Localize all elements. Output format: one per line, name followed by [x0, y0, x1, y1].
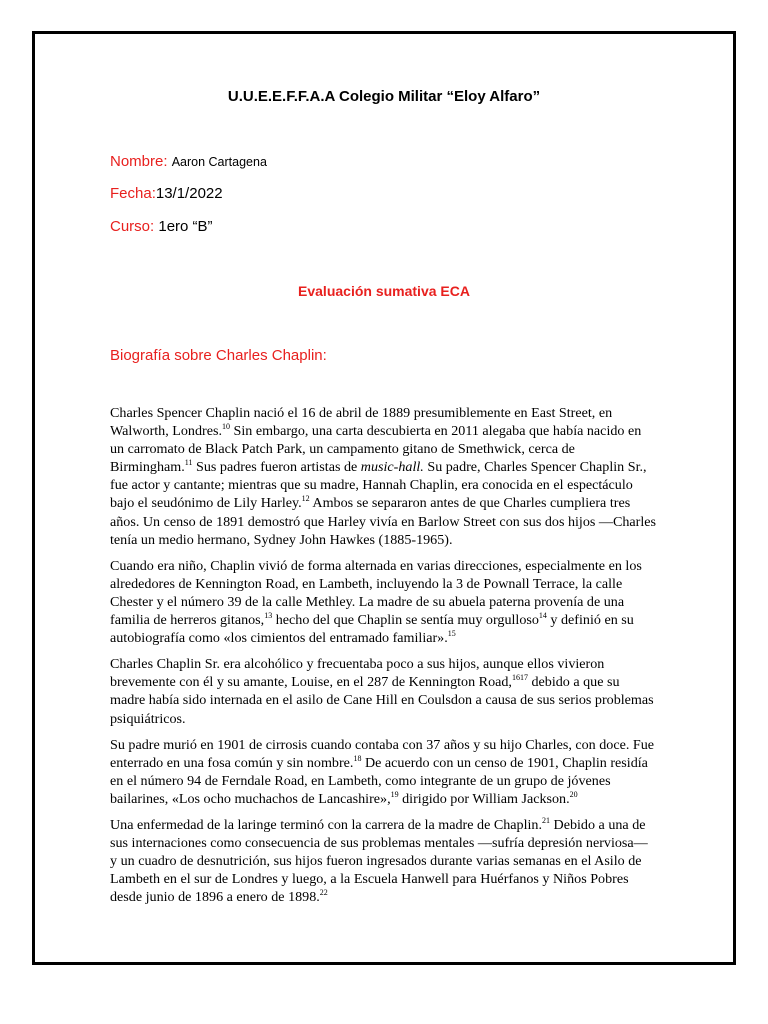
course-field [110, 218, 213, 235]
footnote-ref: 12 [301, 494, 310, 504]
footnote-ref: 1617 [511, 673, 528, 683]
footnote-ref: 21 [542, 815, 550, 825]
footnote-ref: 20 [569, 789, 578, 799]
evaluation-title: Evaluación sumativa ECA [298, 283, 470, 299]
biography-heading: Biografía sobre Charles Chaplin: [110, 347, 327, 364]
footnote-ref: 19 [390, 789, 399, 799]
date-label: Fecha: [110, 185, 156, 202]
course-label: Curso: [110, 218, 155, 235]
name-value: Aaron Cartagena [171, 155, 267, 169]
footnote-ref: 13 [264, 611, 273, 621]
course-value: 1ero “B” [158, 218, 213, 235]
footnote-ref: 15 [447, 629, 456, 639]
biography-body [110, 404, 658, 914]
footnote-ref: 10 [221, 422, 230, 432]
footnote-ref: 14 [538, 611, 547, 621]
date-value: 13/1/2022 [155, 185, 223, 202]
name-field [110, 153, 267, 170]
paragraph-5: Una enfermedad de la laringe terminó con la carrera de la madre de Chaplin.$^{21}$ Debido a una de sus internaciones como consecuencia de sus problemas mentales —sufría depresión nerviosa— y un cuadro de desnutrición, sus hijos fueron ingresados durante varias semanas en el Asilo de Lambeth en el sur de Londres y luego, a la Escuela Hanwell para Huérfanos y Niños Pobres desde junio de 1896 a enero de 1898.22 [110, 815, 648, 906]
name-label: Nombre: [110, 153, 168, 170]
italic-term: music-hall. [360, 459, 424, 476]
footnote-ref: 22 [319, 888, 328, 898]
footnote-ref: 11 [184, 458, 193, 468]
date-field [110, 185, 223, 202]
paragraph-4: Su padre murió en 1901 de cirrosis cuando contaba con 37 años y su hijo Charles, con doce. Fue enterrado en una fosa común y sin nombre.$^{18}$ De acuerdo con un censo de 1901, Chaplin residía en el número 94 de Ferndale Road, en Lambeth, como integrante de un grupo de jóvenes bailarines, «Los ocho muchachos de Lancashire»,$^{19}$ dirigido por William Jackson.$^{20}$ [110, 736, 655, 807]
paragraph-2: Cuando era niño, Chaplin vivió de forma alternada en varias direcciones, especialmente en los alrededores de Kennington Road, en Lambeth, incluyendo la 3 de Pownall Terrace, la calle Chester y el número 39 de la calle Methley. La madre de su abuela paterna provenía de una familia de herreros gitanos,$^{13}$ hecho del que Chaplin se sentía muy orgulloso$^{14}$ y definió en su autobiografía como «los cimientos del entramado familiar».$^{15}$ [110, 557, 642, 647]
footnote-ref: 18 [353, 753, 362, 763]
school-title: U.U.E.E.F.F.A.A Colegio Militar “Eloy Alfaro” [227, 88, 541, 105]
paragraph-3: Charles Chaplin Sr. era alcohólico y frecuentaba poco a sus hijos, aunque ellos vivieron brevemente con él y su amante, Louise, en el 287 de Kennington Road,$^{1617}$ debido a que su madre había sido internada en el asilo de Cane Hill en Coulsdon a causa de sus serios problemas psiquiátricos. [110, 656, 654, 727]
paragraph-1: Charles Spencer Chaplin nació el 16 de abril de 1889 presumiblemente en East Street, en Walworth, Londres.$^{10}$ Sin embargo, una carta descubierta en 2011 alegaba que había nacido en un carromato de Black Patch Park, un campamento gitano de Smethwick, cerca de Birmingham.$^{11}$ Sus padres fueron artistas de music-hall. Su padre, Charles Spencer Chaplin Sr., fue actor y cantante; mientras que su madre, Hannah Chaplin, era conocida en el espectáculo bajo el seudónimo de Lily Harley.$^{12}$ Ambos se separaron antes de que Charles cumpliera tres años. Un censo de 1891 demostró que Harley vivía en Barlow Street con sus dos hijos —Charles tenía un medio hermano, Sydney John Hawkes (1885-1965). [110, 405, 657, 548]
